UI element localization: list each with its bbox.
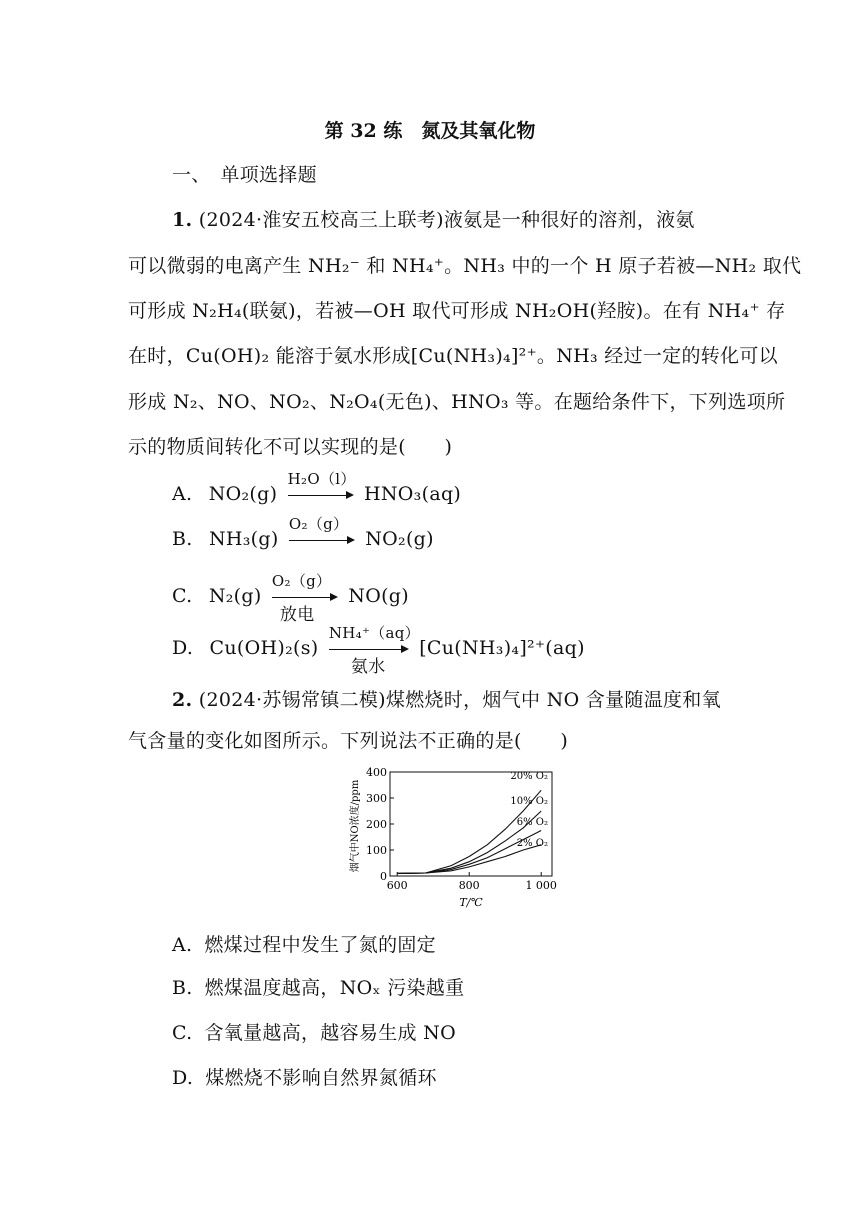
reaction-arrow: NH₄⁺（aq） 氨水 <box>328 624 420 677</box>
q2-option-a[interactable]: A. 燃煤过程中发生了氮的固定 <box>172 934 436 956</box>
q1-source: (2024·淮安五校高三上联考) <box>198 209 444 231</box>
q1-option-b[interactable]: B. NH₃(g) O₂（g） NO₂(g) <box>172 515 434 550</box>
q2-line1-text: 煤燃烧时，烟气中 NO 含量随温度和氧 <box>385 689 721 711</box>
q2-option-c[interactable]: C. 含氧量越高，越容易生成 NO <box>172 1022 456 1044</box>
reaction-arrow: H₂O（l） <box>288 484 354 506</box>
q1-number: 1. <box>172 209 193 231</box>
section-heading: 一、 单项选择题 <box>172 164 317 186</box>
y-tick-label: 0 <box>380 870 387 883</box>
q1-line4: 在时，Cu(OH)₂ 能溶于氨水形成[Cu(NH₃)₄]²⁺。NH₃ 经过一定的转化可以 <box>128 345 778 367</box>
q1-option-c[interactable]: C. N₂(g) O₂（g） 放电 NO(g) <box>172 572 409 625</box>
x-axis-label: T/℃ <box>459 896 483 909</box>
q1-line1-text: 液氨是一种很好的溶剂，液氨 <box>443 209 695 231</box>
series-line <box>397 845 541 874</box>
q1-option-d[interactable]: D. Cu(OH)₂(s) NH₄⁺（aq） 氨水 [Cu(NH₃)₄]²⁺(aq) <box>172 624 585 677</box>
y-tick-label: 400 <box>366 766 387 779</box>
y-tick-label: 200 <box>366 818 387 831</box>
q1-first-line <box>172 205 695 232</box>
series-label: 2% O₂ <box>516 838 548 849</box>
reaction-arrow: O₂（g） 放电 <box>272 586 338 608</box>
q1-line6: 示的物质间转化不可以实现的是( ) <box>128 436 453 458</box>
page-title: 第 32 练 氮及其氧化物 <box>324 120 536 142</box>
q2-line2: 气含量的变化如图所示。下列说法不正确的是( ) <box>128 730 569 752</box>
q2-option-b[interactable]: B. 燃煤温度越高，NOₓ 污染越重 <box>172 977 465 999</box>
q1-line3: 可形成 N₂H₄(联氨)，若被—OH 取代可形成 NH₂OH(羟胺)。在有 NH₄⁺ 存 <box>128 300 786 322</box>
y-axis-label: 烟气中NO浓度/ppm <box>350 779 361 873</box>
q1-line5: 形成 N₂、NO、NO₂、N₂O₄(无色)、HNO₃ 等。在题给条件下，下列选项所 <box>128 391 786 413</box>
q2-source: (2024·苏锡常镇二模) <box>198 689 386 711</box>
q1-line2: 可以微弱的电离产生 NH₂⁻ 和 NH₄⁺。NH₃ 中的一个 H 原子若被—NH₂ 取代 <box>128 255 802 277</box>
y-tick-label: 100 <box>366 844 387 857</box>
q2-number: 2. <box>172 689 193 711</box>
series-label: 10% O₂ <box>510 796 548 807</box>
x-tick-label: 800 <box>458 879 480 892</box>
x-tick-label: 1 000 <box>525 879 557 892</box>
q2-option-d[interactable]: D. 煤燃烧不影响自然界氮循环 <box>172 1067 437 1089</box>
no-concentration-chart <box>340 762 560 912</box>
series-label: 6% O₂ <box>516 817 548 828</box>
reaction-arrow: O₂（g） <box>289 529 355 551</box>
q1-option-a[interactable]: A. NO₂(g) H₂O（l） HNO₃(aq) <box>172 470 462 505</box>
q2-first-line <box>172 685 721 712</box>
y-tick-label: 300 <box>366 792 387 805</box>
x-tick-label: 600 <box>386 879 408 892</box>
series-label: 20% O₂ <box>510 771 548 782</box>
